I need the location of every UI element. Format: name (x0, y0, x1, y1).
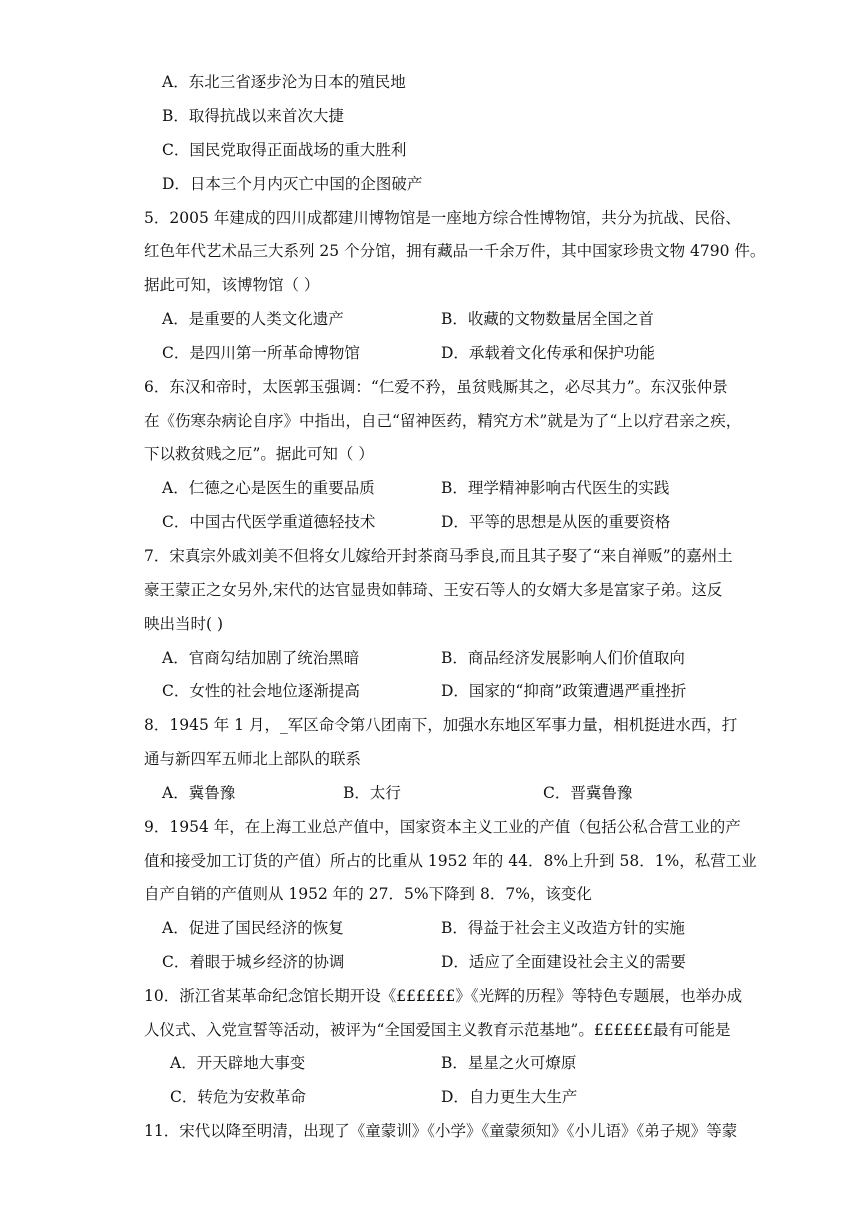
q5-option-d: D．承载着文化传承和保护功能 (441, 344, 655, 362)
q7-option-b: B．商品经济发展影响人们价值取向 (441, 649, 685, 667)
q9-option-c: C．着眼于城乡经济的协调 (162, 953, 345, 971)
q6-option-c: C．中国古代医学重道德轻技术 (162, 513, 376, 531)
q5-option-b: B．收藏的文物数量居全国之首 (441, 310, 654, 328)
q8-stem-line-2: 通与新四军五师北上部队的联系 (144, 750, 362, 768)
q4-option-c: C．国民党取得正面战场的重大胜利 (162, 141, 407, 159)
q8-stem-line-1: 8．1945 年 1 月，_军区命令第八团南下，加强水东地区军事力量，相机挺进水西，打 (144, 716, 738, 734)
q8-option-a: A．冀鲁豫 (162, 784, 236, 802)
q9-stem-line-1: 9．1954 年，在上海工业总产值中，国家资本主义工业的产值（包括公私合营工业的产 (144, 818, 741, 836)
q5-option-a: A．是重要的人类文化遗产 (162, 310, 344, 328)
q7-option-c: C．女性的社会地位逐渐提高 (162, 682, 360, 700)
q9-option-b: B．得益于社会主义改造方针的实施 (441, 919, 685, 937)
q7-option-d: D．国家的“抑商”政策遭遇严重挫折 (441, 682, 687, 700)
q9-option-a: A．促进了国民经济的恢复 (162, 919, 344, 937)
q8-option-b: B．太行 (343, 784, 401, 802)
q10-option-d: D．自力更生大生产 (441, 1088, 578, 1106)
q10-stem-line-1: 10．浙江省某革命纪念馆长期开设《££££££》《光辉的历程》等特色专题展，也举办成 (144, 987, 743, 1005)
q6-stem-line-3: 下以救贫贱之厄”。据此可知（ ） (144, 445, 374, 463)
q9-option-d: D．适应了全面建设社会主义的需要 (441, 953, 686, 971)
q10-stem-line-2: 人仪式、入党宣誓等活动，被评为“全国爱国主义教育示范基地”。££££££最有可能是 (144, 1021, 731, 1039)
q5-option-c: C．是四川第一所革命博物馆 (162, 344, 360, 362)
q4-option-b: B．取得抗战以来首次大捷 (162, 107, 344, 125)
q6-stem-line-1: 6．东汉和帝时，太医郭玉强调：“仁爱不矜，虽贫贱厮其之，必尽其力”。东汉张仲景 (144, 378, 728, 396)
q5-stem-line-2: 红色年代艺术品三大系列 25 个分馆，拥有藏品一千余万件，其中国家珍贵文物 4790 件。 (144, 242, 766, 260)
q6-option-a: A．仁德之心是医生的重要品质 (162, 479, 375, 497)
q4-option-a: A．东北三省逐步沦为日本的殖民地 (162, 73, 406, 91)
q7-stem-line-1: 7．宋真宗外戚刘美不但将女儿嫁给开封茶商马季良,而且其子娶了“来自禅贩”的嘉州土 (144, 547, 733, 565)
q10-option-a: A．开天辟地大事变 (170, 1054, 306, 1072)
q7-stem-line-2: 豪王蒙正之女另外,宋代的达官显贵如韩琦、王安石等人的女婿大多是富家子弟。这反 (144, 581, 723, 599)
q6-option-b: B．理学精神影响古代医生的实践 (441, 479, 670, 497)
q6-stem-line-2: 在《伤寒杂病论自序》中指出，自己“留神医药，精究方术”就是为了“上以疗君亲之疾， (144, 412, 742, 430)
q9-stem-line-3: 自产自销的产值则从 1952 年的 27．5%下降到 8．7%，该变化 (144, 885, 592, 903)
q11-stem-line-1: 11．宋代以降至明清，出现了《童蒙训》《小学》《童蒙须知》《小儿语》《弟子规》等蒙 (144, 1122, 738, 1140)
q5-stem-line-1: 5．2005 年建成的四川成都建川博物馆是一座地方综合性博物馆，共分为抗战、民俗、 (144, 209, 741, 227)
q9-stem-line-2: 值和接受加工订货的产值）所占的比重从 1952 年的 44．8%上升到 58．1%，私营工业 (144, 852, 757, 870)
q4-option-d: D．日本三个月内灭亡中国的企图破产 (162, 175, 423, 193)
q7-option-a: A．官商勾结加剧了统治黑暗 (162, 649, 360, 667)
q6-option-d: D．平等的思想是从医的重要资格 (441, 513, 671, 531)
q7-stem-line-3: 映出当时( ) (144, 615, 224, 633)
q5-stem-line-3: 据此可知，该博物馆（ ） (144, 276, 320, 294)
q8-option-c: C．晋冀鲁豫 (543, 784, 633, 802)
q10-option-c: C．转危为安救革命 (170, 1088, 306, 1106)
q10-option-b: B．星星之火可燎原 (441, 1054, 577, 1072)
